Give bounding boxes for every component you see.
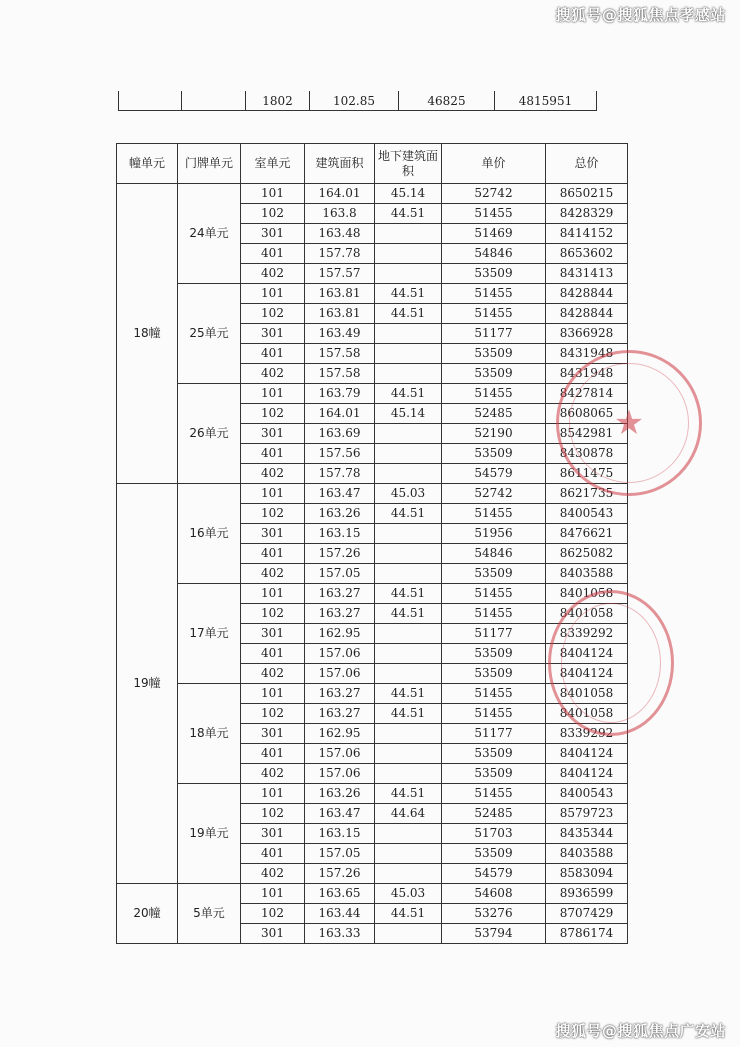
- total-price-cell: 8611475: [546, 464, 628, 484]
- area-cell: 157.58: [305, 364, 375, 384]
- room-cell: 102: [241, 204, 305, 224]
- room-cell: 301: [241, 424, 305, 444]
- unit-price-cell: 51469: [442, 224, 546, 244]
- room-cell: 401: [241, 544, 305, 564]
- area-cell: 163.15: [305, 824, 375, 844]
- area-cell: 163.65: [305, 884, 375, 904]
- room-cell: 102: [241, 304, 305, 324]
- unit-price-cell: 54846: [442, 244, 546, 264]
- room-cell: 101: [241, 484, 305, 504]
- basement-area-cell: [375, 524, 442, 544]
- basement-area-cell: [375, 224, 442, 244]
- table-header-row: [117, 144, 628, 184]
- area-cell: 163.47: [305, 804, 375, 824]
- table-row: [117, 884, 628, 904]
- area-cell: 157.06: [305, 764, 375, 784]
- door-unit-cell: 5单元: [178, 884, 241, 944]
- header-basement-area: 地下建筑面积: [375, 144, 442, 184]
- total-price-cell: 8653602: [546, 244, 628, 264]
- table-cell: 46825: [399, 91, 495, 111]
- table-cell: 1802: [246, 91, 310, 111]
- total-price-cell: 8707429: [546, 904, 628, 924]
- price-table: [116, 143, 628, 944]
- unit-price-cell: 53509: [442, 364, 546, 384]
- total-price-cell: 8431413: [546, 264, 628, 284]
- unit-price-cell: 51956: [442, 524, 546, 544]
- basement-area-cell: 44.51: [375, 284, 442, 304]
- total-price-cell: 8401058: [546, 684, 628, 704]
- table-row: [117, 284, 628, 304]
- total-price-cell: 8936599: [546, 884, 628, 904]
- total-price-cell: 8404124: [546, 644, 628, 664]
- basement-area-cell: 44.51: [375, 604, 442, 624]
- room-cell: 102: [241, 904, 305, 924]
- star-icon: ★: [613, 403, 645, 443]
- room-cell: 101: [241, 784, 305, 804]
- room-cell: 301: [241, 324, 305, 344]
- basement-area-cell: [375, 924, 442, 944]
- header-area: 建筑面积: [305, 144, 375, 184]
- room-cell: 402: [241, 664, 305, 684]
- unit-price-cell: 51455: [442, 504, 546, 524]
- unit-price-cell: 51177: [442, 324, 546, 344]
- unit-price-cell: 54579: [442, 464, 546, 484]
- unit-price-cell: 53509: [442, 444, 546, 464]
- total-price-cell: 8431948: [546, 364, 628, 384]
- total-price-cell: 8542981: [546, 424, 628, 444]
- area-cell: 163.69: [305, 424, 375, 444]
- table-row: [117, 184, 628, 204]
- total-price-cell: 8608065: [546, 404, 628, 424]
- table-row: [117, 684, 628, 704]
- room-cell: 402: [241, 864, 305, 884]
- total-price-cell: 8401058: [546, 704, 628, 724]
- total-price-cell: 8625082: [546, 544, 628, 564]
- door-unit-cell: 17单元: [178, 584, 241, 684]
- watermark-bottom: 搜狐号@搜狐焦点广安站: [555, 1022, 726, 1040]
- area-cell: 157.06: [305, 644, 375, 664]
- table-cell: [182, 91, 246, 111]
- unit-price-cell: 51455: [442, 384, 546, 404]
- header-door-unit: 门牌单元: [178, 144, 241, 184]
- door-unit-cell: 18单元: [178, 684, 241, 784]
- basement-area-cell: [375, 344, 442, 364]
- basement-area-cell: [375, 244, 442, 264]
- total-price-cell: 8579723: [546, 804, 628, 824]
- room-cell: 102: [241, 804, 305, 824]
- room-cell: 301: [241, 624, 305, 644]
- header-building: 幢单元: [117, 144, 178, 184]
- total-price-cell: 8435344: [546, 824, 628, 844]
- total-price-cell: 8339292: [546, 724, 628, 744]
- unit-price-cell: 52485: [442, 404, 546, 424]
- unit-price-cell: 51455: [442, 604, 546, 624]
- room-cell: 101: [241, 384, 305, 404]
- building-cell: 20幢: [117, 884, 178, 944]
- area-cell: 163.48: [305, 224, 375, 244]
- basement-area-cell: [375, 644, 442, 664]
- room-cell: 301: [241, 924, 305, 944]
- header-unit-price: 单价: [442, 144, 546, 184]
- basement-area-cell: [375, 824, 442, 844]
- unit-price-cell: 53509: [442, 564, 546, 584]
- area-cell: 164.01: [305, 184, 375, 204]
- unit-price-cell: 51703: [442, 824, 546, 844]
- basement-area-cell: 45.03: [375, 484, 442, 504]
- area-cell: 157.26: [305, 864, 375, 884]
- unit-price-cell: 54579: [442, 864, 546, 884]
- unit-price-cell: 51455: [442, 204, 546, 224]
- room-cell: 101: [241, 584, 305, 604]
- total-price-cell: 8786174: [546, 924, 628, 944]
- room-cell: 301: [241, 724, 305, 744]
- total-price-cell: 8401058: [546, 604, 628, 624]
- basement-area-cell: 44.51: [375, 704, 442, 724]
- basement-area-cell: [375, 444, 442, 464]
- header-room: 室单元: [241, 144, 305, 184]
- basement-area-cell: 44.51: [375, 204, 442, 224]
- area-cell: 162.95: [305, 624, 375, 644]
- area-cell: 163.47: [305, 484, 375, 504]
- room-cell: 401: [241, 844, 305, 864]
- unit-price-cell: 53509: [442, 744, 546, 764]
- area-cell: 157.05: [305, 844, 375, 864]
- area-cell: 157.05: [305, 564, 375, 584]
- unit-price-cell: 51177: [442, 624, 546, 644]
- room-cell: 402: [241, 364, 305, 384]
- basement-area-cell: 44.51: [375, 504, 442, 524]
- room-cell: 401: [241, 344, 305, 364]
- area-cell: 163.27: [305, 604, 375, 624]
- total-price-cell: 8404124: [546, 664, 628, 684]
- room-cell: 401: [241, 744, 305, 764]
- unit-price-cell: 51455: [442, 284, 546, 304]
- door-unit-cell: 16单元: [178, 484, 241, 584]
- basement-area-cell: [375, 724, 442, 744]
- table-row: [117, 784, 628, 804]
- basement-area-cell: [375, 844, 442, 864]
- area-cell: 163.79: [305, 384, 375, 404]
- total-price-cell: 8366928: [546, 324, 628, 344]
- total-price-cell: 8428844: [546, 284, 628, 304]
- room-cell: 402: [241, 464, 305, 484]
- room-cell: 301: [241, 824, 305, 844]
- basement-area-cell: [375, 424, 442, 444]
- door-unit-cell: 24单元: [178, 184, 241, 284]
- area-cell: 162.95: [305, 724, 375, 744]
- header-total-price: 总价: [546, 144, 628, 184]
- basement-area-cell: 44.51: [375, 384, 442, 404]
- building-cell: 18幢: [117, 184, 178, 484]
- room-cell: 301: [241, 224, 305, 244]
- total-price-cell: 8583094: [546, 864, 628, 884]
- unit-price-cell: 54608: [442, 884, 546, 904]
- basement-area-cell: [375, 564, 442, 584]
- unit-price-cell: 51455: [442, 304, 546, 324]
- basement-area-cell: 44.51: [375, 304, 442, 324]
- total-price-cell: 8430878: [546, 444, 628, 464]
- total-price-cell: 8650215: [546, 184, 628, 204]
- door-unit-cell: 25单元: [178, 284, 241, 384]
- total-price-cell: 8621735: [546, 484, 628, 504]
- area-cell: 163.26: [305, 784, 375, 804]
- total-price-cell: 8403588: [546, 844, 628, 864]
- door-unit-cell: 26单元: [178, 384, 241, 484]
- area-cell: 163.26: [305, 504, 375, 524]
- area-cell: 163.81: [305, 304, 375, 324]
- area-cell: 163.27: [305, 684, 375, 704]
- basement-area-cell: 44.51: [375, 684, 442, 704]
- room-cell: 101: [241, 884, 305, 904]
- area-cell: 163.49: [305, 324, 375, 344]
- unit-price-cell: 52742: [442, 184, 546, 204]
- unit-price-cell: 51455: [442, 784, 546, 804]
- table-cell: 102.85: [310, 91, 399, 111]
- basement-area-cell: 44.51: [375, 904, 442, 924]
- unit-price-cell: 52190: [442, 424, 546, 444]
- basement-area-cell: 44.51: [375, 584, 442, 604]
- area-cell: 157.78: [305, 464, 375, 484]
- continued-table-row: [118, 91, 597, 111]
- area-cell: 157.26: [305, 544, 375, 564]
- unit-price-cell: 53509: [442, 344, 546, 364]
- basement-area-cell: [375, 264, 442, 284]
- room-cell: 101: [241, 684, 305, 704]
- building-cell: 19幢: [117, 484, 178, 884]
- table-cell: 4815951: [495, 91, 597, 111]
- basement-area-cell: [375, 664, 442, 684]
- total-price-cell: 8404124: [546, 744, 628, 764]
- total-price-cell: 8476621: [546, 524, 628, 544]
- table-row: [117, 584, 628, 604]
- basement-area-cell: [375, 324, 442, 344]
- area-cell: 163.27: [305, 584, 375, 604]
- basement-area-cell: [375, 624, 442, 644]
- area-cell: 163.15: [305, 524, 375, 544]
- watermark-top: 搜狐号@搜狐焦点孝感站: [555, 6, 726, 24]
- unit-price-cell: 51455: [442, 704, 546, 724]
- room-cell: 102: [241, 604, 305, 624]
- area-cell: 163.33: [305, 924, 375, 944]
- area-cell: 157.56: [305, 444, 375, 464]
- unit-price-cell: 51455: [442, 684, 546, 704]
- unit-price-cell: 53509: [442, 844, 546, 864]
- area-cell: 164.01: [305, 404, 375, 424]
- basement-area-cell: 45.14: [375, 404, 442, 424]
- unit-price-cell: 53509: [442, 764, 546, 784]
- basement-area-cell: [375, 744, 442, 764]
- total-price-cell: 8400543: [546, 784, 628, 804]
- area-cell: 163.27: [305, 704, 375, 724]
- room-cell: 402: [241, 264, 305, 284]
- table-row: [117, 484, 628, 504]
- table-row: [117, 384, 628, 404]
- basement-area-cell: 45.14: [375, 184, 442, 204]
- total-price-cell: 8414152: [546, 224, 628, 244]
- room-cell: 102: [241, 404, 305, 424]
- unit-price-cell: 53509: [442, 264, 546, 284]
- room-cell: 402: [241, 564, 305, 584]
- room-cell: 402: [241, 764, 305, 784]
- unit-price-cell: 53509: [442, 664, 546, 684]
- basement-area-cell: [375, 864, 442, 884]
- table-row: [119, 91, 597, 111]
- total-price-cell: 8427814: [546, 384, 628, 404]
- total-price-cell: 8404124: [546, 764, 628, 784]
- room-cell: 101: [241, 184, 305, 204]
- basement-area-cell: 45.03: [375, 884, 442, 904]
- unit-price-cell: 53276: [442, 904, 546, 924]
- room-cell: 401: [241, 644, 305, 664]
- basement-area-cell: [375, 464, 442, 484]
- area-cell: 163.81: [305, 284, 375, 304]
- basement-area-cell: [375, 544, 442, 564]
- unit-price-cell: 53794: [442, 924, 546, 944]
- room-cell: 401: [241, 244, 305, 264]
- total-price-cell: 8339292: [546, 624, 628, 644]
- basement-area-cell: 44.51: [375, 784, 442, 804]
- basement-area-cell: [375, 764, 442, 784]
- table-cell: [119, 91, 182, 111]
- total-price-cell: 8428844: [546, 304, 628, 324]
- basement-area-cell: [375, 364, 442, 384]
- room-cell: 401: [241, 444, 305, 464]
- room-cell: 301: [241, 524, 305, 544]
- unit-price-cell: 54846: [442, 544, 546, 564]
- basement-area-cell: 44.64: [375, 804, 442, 824]
- room-cell: 102: [241, 704, 305, 724]
- area-cell: 157.58: [305, 344, 375, 364]
- area-cell: 163.8: [305, 204, 375, 224]
- room-cell: 101: [241, 284, 305, 304]
- door-unit-cell: 19单元: [178, 784, 241, 884]
- total-price-cell: 8403588: [546, 564, 628, 584]
- area-cell: 163.44: [305, 904, 375, 924]
- room-cell: 102: [241, 504, 305, 524]
- area-cell: 157.57: [305, 264, 375, 284]
- total-price-cell: 8428329: [546, 204, 628, 224]
- area-cell: 157.06: [305, 664, 375, 684]
- area-cell: 157.06: [305, 744, 375, 764]
- area-cell: 157.78: [305, 244, 375, 264]
- unit-price-cell: 51455: [442, 584, 546, 604]
- unit-price-cell: 52742: [442, 484, 546, 504]
- total-price-cell: 8431948: [546, 344, 628, 364]
- unit-price-cell: 52485: [442, 804, 546, 824]
- total-price-cell: 8400543: [546, 504, 628, 524]
- unit-price-cell: 53509: [442, 644, 546, 664]
- total-price-cell: 8401058: [546, 584, 628, 604]
- unit-price-cell: 51177: [442, 724, 546, 744]
